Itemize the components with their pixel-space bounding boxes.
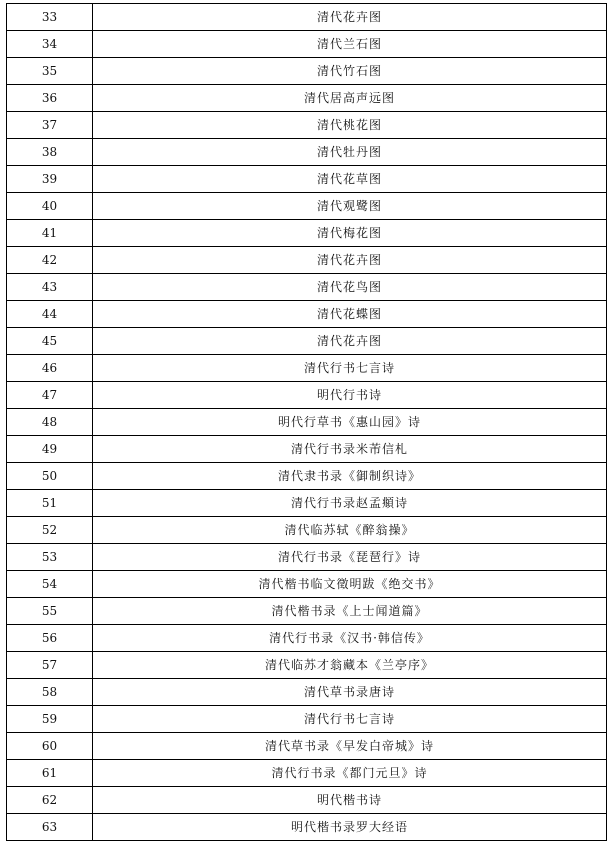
artwork-name-cell: 清代行书录《都门元旦》诗 [93,760,607,787]
row-number-cell: 53 [7,544,93,571]
table-row [7,220,607,247]
table-body [7,4,607,841]
row-number-cell: 43 [7,274,93,301]
table-row [7,571,607,598]
artwork-name-cell: 清代花蝶图 [93,301,607,328]
table-row [7,814,607,841]
table-row [7,625,607,652]
artwork-name-cell: 清代行书录《汉书·韩信传》 [93,625,607,652]
table-row [7,544,607,571]
row-number-cell: 33 [7,4,93,31]
artwork-name-cell: 明代行草书《惠山园》诗 [93,409,607,436]
artwork-name-cell: 清代花草图 [93,166,607,193]
row-number-cell: 44 [7,301,93,328]
table-row [7,490,607,517]
table-row [7,382,607,409]
artwork-name-cell: 清代行书录米芾信札 [93,436,607,463]
table-row [7,355,607,382]
row-number-cell: 63 [7,814,93,841]
table-row [7,166,607,193]
row-number-cell: 50 [7,463,93,490]
artwork-name-cell: 清代行书录赵孟頫诗 [93,490,607,517]
artwork-name-cell: 明代楷书诗 [93,787,607,814]
row-number-cell: 49 [7,436,93,463]
table-row [7,517,607,544]
artwork-name-cell: 清代草书录唐诗 [93,679,607,706]
row-number-cell: 39 [7,166,93,193]
artwork-name-cell: 清代梅花图 [93,220,607,247]
table-row [7,328,607,355]
table-row [7,679,607,706]
artwork-name-cell: 清代兰石图 [93,31,607,58]
row-number-cell: 38 [7,139,93,166]
artwork-name-cell: 清代隶书录《御制织诗》 [93,463,607,490]
table-row [7,58,607,85]
row-number-cell: 61 [7,760,93,787]
row-number-cell: 45 [7,328,93,355]
table-row [7,436,607,463]
artwork-name-cell: 清代花卉图 [93,247,607,274]
row-number-cell: 48 [7,409,93,436]
table-row [7,85,607,112]
row-number-cell: 52 [7,517,93,544]
table-row [7,274,607,301]
row-number-cell: 37 [7,112,93,139]
artwork-name-cell: 清代花卉图 [93,4,607,31]
table-row [7,409,607,436]
artwork-name-cell: 清代行书七言诗 [93,706,607,733]
row-number-cell: 35 [7,58,93,85]
document-table-container [6,3,607,841]
row-number-cell: 59 [7,706,93,733]
row-number-cell: 60 [7,733,93,760]
artwork-name-cell: 清代牡丹图 [93,139,607,166]
row-number-cell: 41 [7,220,93,247]
table-row [7,787,607,814]
table-row [7,193,607,220]
row-number-cell: 55 [7,598,93,625]
table-row [7,706,607,733]
artwork-name-cell: 清代行书七言诗 [93,355,607,382]
table-row [7,301,607,328]
table-row [7,733,607,760]
table-row [7,4,607,31]
artwork-name-cell: 清代观鹭图 [93,193,607,220]
row-number-cell: 46 [7,355,93,382]
row-number-cell: 62 [7,787,93,814]
row-number-cell: 54 [7,571,93,598]
table-row [7,247,607,274]
artwork-name-cell: 清代楷书录《上士闻道篇》 [93,598,607,625]
row-number-cell: 34 [7,31,93,58]
row-number-cell: 40 [7,193,93,220]
artwork-name-cell: 清代行书录《琵琶行》诗 [93,544,607,571]
artwork-name-cell: 清代花卉图 [93,328,607,355]
artwork-name-cell: 清代楷书临文徵明跋《绝交书》 [93,571,607,598]
table-row [7,598,607,625]
artwork-name-cell: 明代行书诗 [93,382,607,409]
row-number-cell: 51 [7,490,93,517]
table-row [7,139,607,166]
row-number-cell: 56 [7,625,93,652]
artwork-name-cell: 清代草书录《早发白帝城》诗 [93,733,607,760]
table-row [7,760,607,787]
row-number-cell: 57 [7,652,93,679]
artwork-name-cell: 清代花鸟图 [93,274,607,301]
table-row [7,652,607,679]
row-number-cell: 36 [7,85,93,112]
artwork-name-cell: 清代竹石图 [93,58,607,85]
artwork-name-cell: 清代临苏轼《醉翁操》 [93,517,607,544]
table-row [7,31,607,58]
artwork-name-cell: 清代临苏才翁藏本《兰亭序》 [93,652,607,679]
artwork-list-table [6,3,607,841]
row-number-cell: 42 [7,247,93,274]
row-number-cell: 58 [7,679,93,706]
table-row [7,112,607,139]
row-number-cell: 47 [7,382,93,409]
artwork-name-cell: 清代桃花图 [93,112,607,139]
artwork-name-cell: 清代居高声远图 [93,85,607,112]
artwork-name-cell: 明代楷书录罗大经语 [93,814,607,841]
table-row [7,463,607,490]
